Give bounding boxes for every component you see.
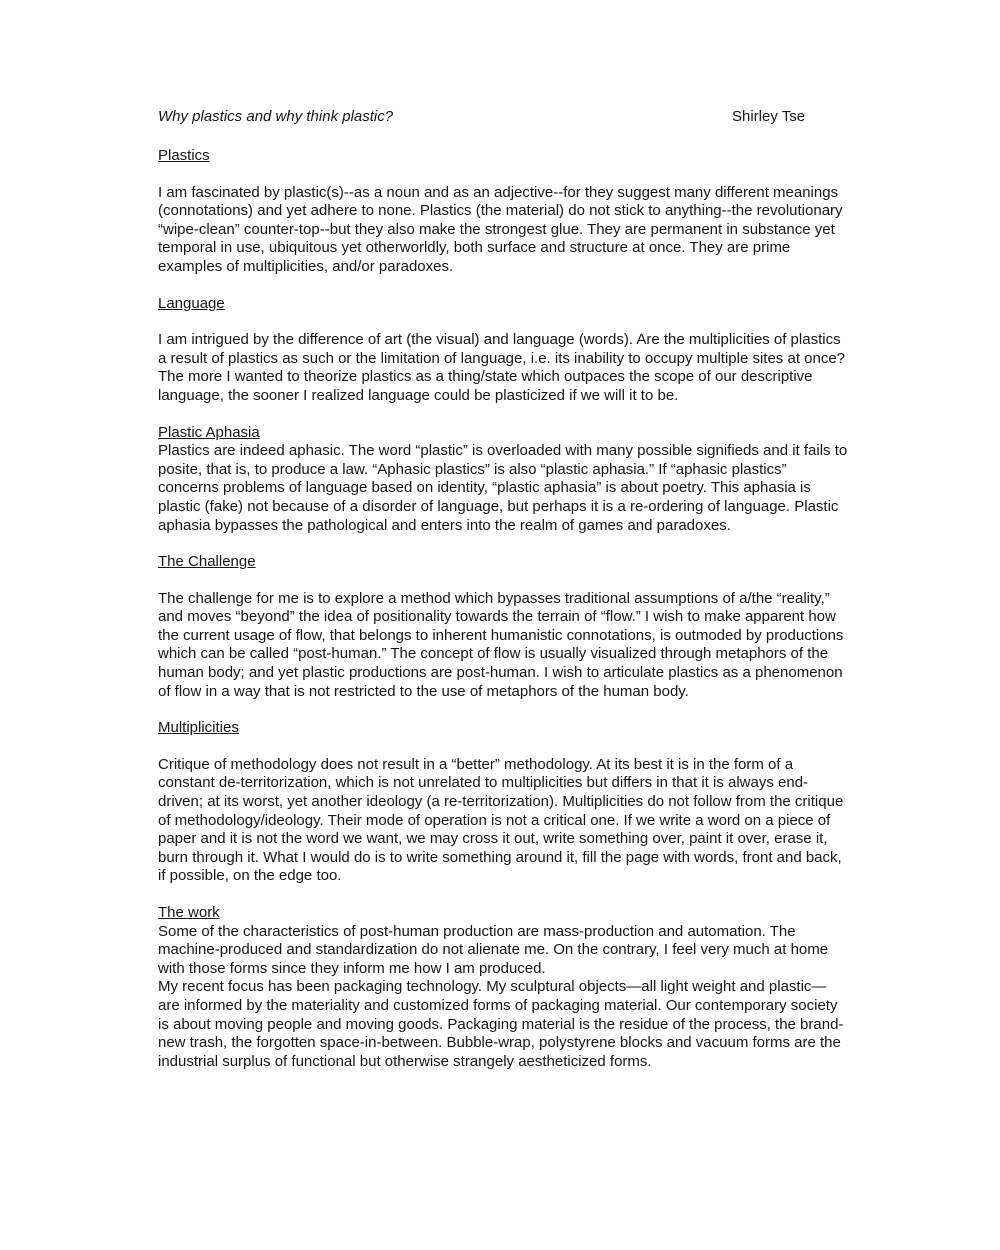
section-heading: Language [158, 294, 225, 312]
section-plastic-aphasia [158, 424, 848, 536]
section-language [158, 295, 848, 406]
document-header [158, 108, 848, 130]
section-paragraph: The challenge for me is to explore a method which bypasses traditional assumptions of a/the “reality,” and moves “beyond” the idea of positionality towards the terrain of “flow.” I wish to make apparent how the current usage of flow, that belongs to inherent humanistic connotations, is outmoded by productions which can be called “post-human.” The concept of flow is usually visualized through metaphors of the human body; and yet plastic productions are post-human. I wish to articulate plastics as a phenomenon of flow in a way that is not restricted to the use of metaphors of the human body. [158, 589, 844, 700]
section-paragraph: Critique of methodology does not result in a “better” methodology. At its best it is in the form of a constant de-territorization, which is not unrelated to multiplicities but differs in that it is always end-driven; at its worst, yet another ideology (a re-territorization). Multiplicities do not follow from the critique of methodology/ideology. Their mode of operation is not a critical one. If we write a word on a piece of paper and it is not the word we want, we may cross it out, write something over, paint it over, erase it, burn through it. What I would do is to write something around it, fill the page with words, front and back, if possible, on the edge too. [158, 755, 844, 885]
section-paragraph: My recent focus has been packaging technology. My sculptural objects—all light weight and plastic—are informed by the materiality and customized forms of packaging material. Our contemporary society is about moving people and moving goods. Packaging material is the residue of the process, the brand-new trash, the forgotten space-in-between. Bubble-wrap, polystyrene blocks and vacuum forms are the industrial surplus of functional but otherwise strangely aestheticized forms. [158, 978, 844, 1070]
section-the-challenge [158, 553, 848, 701]
section-paragraph: Some of the characteristics of post-human production are mass-production and automation. The machine-produced and standardization do not alienate me. On the contrary, I feel very much at home with those forms since they inform me how I am produced. [158, 922, 829, 977]
section-paragraph: I am intrigued by the difference of art (the visual) and language (words). Are the multiplicities of plastics a result of plastics as such or the limitation of language, i.e. its inability to occupy multiple sites at once? The more I wanted to theorize plastics as a thing/state which outpaces the scope of our descriptive language, the sooner I realized language could be plasticized if we will it to be. [158, 331, 846, 404]
section-heading: The Challenge [158, 553, 256, 571]
document-page [158, 108, 848, 1089]
section-heading: Plastics [158, 147, 210, 164]
section-heading: The work [158, 904, 220, 921]
section-heading: Plastic Aphasia [158, 423, 260, 441]
section-plastics [158, 147, 848, 277]
section-heading: Multiplicities [158, 719, 239, 737]
document-author: Shirley Tse [732, 108, 806, 125]
section-paragraph: I am fascinated by plastic(s)--as a noun and as an adjective--for they suggest many different meanings (connotations) and yet adhere to none. Plastics (the material) do not stick to anything--the revolutionary “wipe-clean” counter-top--but they also make the strongest glue. They are permanent in substance yet temporal in use, ubiquitous yet otherworldly, both surface and structure at once. They are prime examples of multiplicities, and/or paradoxes. [158, 183, 843, 275]
section-paragraph: Plastics are indeed aphasic. The word “plastic” is overloaded with many possible signifieds and it fails to posite, that is, to produce a law. “Aphasic plastics” is also “plastic aphasia.” If “aphasic plastics” concerns problems of language based on identity, “plastic aphasia” is about poetry. This aphasia is plastic (fake) not because of a disorder of language, but perhaps it is a re-ordering of language. Plastic aphasia bypasses the pathological and enters into the realm of games and paradoxes. [158, 442, 848, 534]
section-multiplicities [158, 719, 848, 886]
section-the-work [158, 904, 848, 1071]
document-title: Why plastics and why think plastic? [158, 108, 394, 125]
